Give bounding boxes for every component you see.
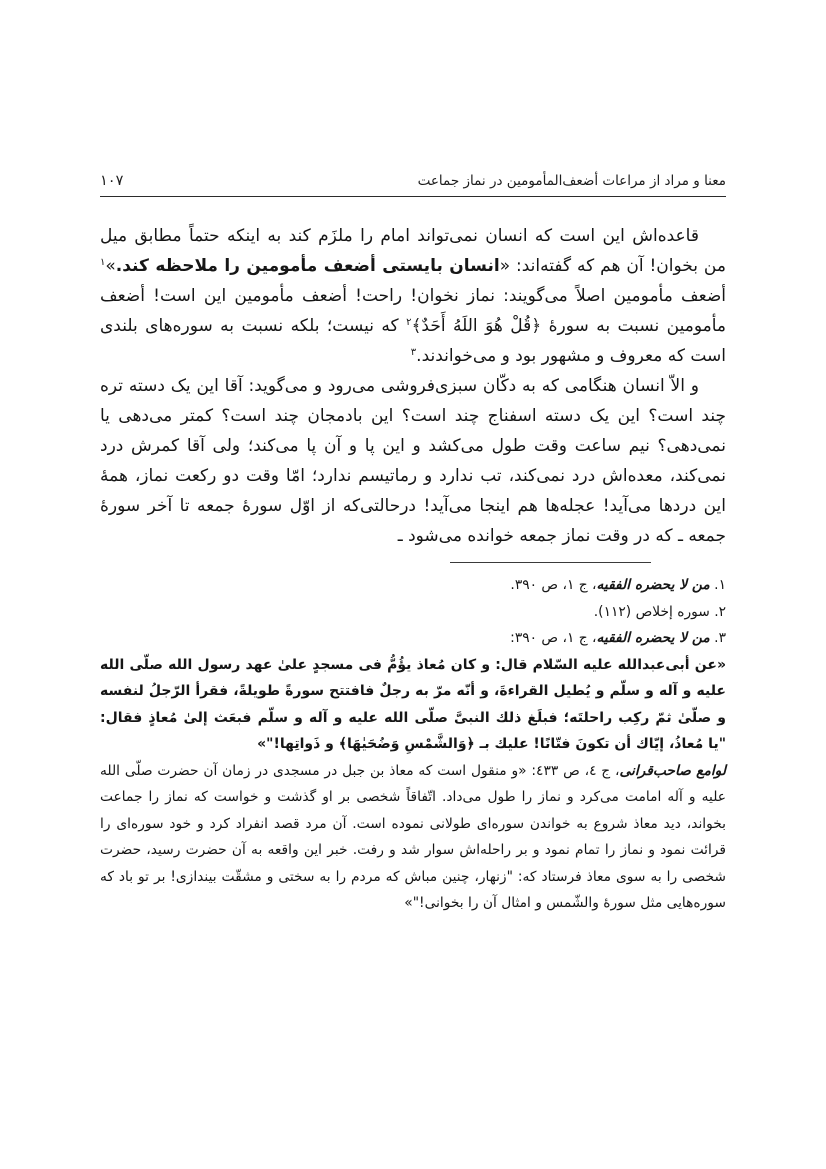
text-segment: و الاّ انسان هنگامی که به دکّان سبزی‌فروشی می‌رود و می‌گوید: آقا این یک دسته تره چند است؟ این یک دسته اسفناج چند است؟ این بادمجان چند است؟ کمتر می‌دهی یا نمی‌دهی؟ نیم ساعت وقت طول می‌کشد و این پا و آن پا می‌کند؛ ولی آقا کمرش درد نمی‌کند، معده‌اش درد نمی‌کند، تب ندارد و رماتیسم ندارد؛ امّا وقت دو رکعت نماز، همهٔ این دردها می‌آید! عجله‌ها هم اینجا می‌آید! درحالتی‌که از اوّل سورهٔ جمعه تا آخر سورهٔ جمعه ـ که در وقت نماز جمعه خوانده می‌شود ـ — [100, 376, 726, 546]
footnote-3 — [100, 625, 726, 652]
running-title: معنا و مراد از مراعات أضعف‌المأمومین در نماز جماعت — [417, 173, 726, 189]
footnote-ref: ۳ — [410, 347, 417, 358]
body-text — [100, 221, 726, 551]
footnote-3-hadith — [100, 652, 726, 758]
footnote-1 — [100, 572, 726, 599]
paragraph-1 — [100, 221, 726, 371]
text-segment: ، ج ۱، ص ۳۹۰: — [510, 630, 597, 646]
text-segment: ۲. سوره إخلاص (۱۱۲). — [593, 603, 726, 620]
page-header — [100, 173, 726, 189]
text-segment: من لا یحضره الفقیه — [596, 630, 710, 646]
text-segment: من لا یحضره الفقیه — [596, 577, 710, 593]
footnote-separator — [450, 562, 651, 563]
paragraph-2 — [100, 371, 726, 551]
text-segment: لوامع صاحب‌قرانی — [619, 762, 727, 779]
text-segment: ، ج ٤، ص ٤٣٣: «و منقول است که معاذ بن جبل در مسجدی در زمان آن حضرت صلّی الله علیه و آله امامت می‌کرد و نماز را طول می‌داد. اتّفاقاً شخصی بر او گذشت و خواست که نماز را جماعت بخواند، دید معاذ شروع به خواندن سوره‌ای طولانی نموده است. آن مرد قصد انفراد کرد و خود سوره‌ای را قرائت نمود و نماز را تمام نمود و بر راحله‌اش سوار شد و رفت. خبر این واقعه به آن حضرت رسید، حضرت شخصی را به سوی معاذ فرستاد که: "زنهار، چنین مباش که مردم را به سختی و مشقّت بیندازی! بر تو باد که سوره‌هایی مثل سورهٔ والشّمس و امثال آن را بخوانی!"» — [100, 762, 726, 911]
text-segment: و کان مُعاذ یؤُمُّ فی مسجدٍ علیٰ عهد رسول الله صلّی الله علیه و آله و سلّم و یُطیل القراءةَ، و أنّه مرّ به رجلٌ فافتتح سورةً طویلةً، فقرأ الرّجلُ لنفسه و صلّیٰ ثمّ رکِب راحلتَه؛ فبلَغ ذلك النبیَّ صلّی الله علیه و آله و سلّم فبعَث إلیٰ مُعاذٍ فقال: "یا مُعاذُ، إیّاك أن تکونَ فتّانًا! علیك بـ ﴿وَالشَّمْسِ وَضُحَیٰهَا﴾ و ذَواتِها!"» — [100, 656, 726, 752]
text-segment: «عن أبی‌عبدالله علیه السّلام قال: — [490, 656, 726, 673]
footnote-ref: ۲ — [406, 317, 412, 328]
footnote-3-narration — [100, 758, 726, 917]
page-number: ۱۰۷ — [100, 173, 124, 189]
footnotes — [100, 572, 726, 917]
text-segment: انسان بایستی أضعف مأمومین را ملاحظه کند. — [115, 256, 500, 276]
text-segment: ۳. — [709, 630, 726, 646]
text-segment: قاعده‌اش این است که انسان نمی‌تواند امام را ملزَم کند به اینکه حتماً مطابق میل من بخوان! آن هم که گفته‌اند: « — [100, 226, 726, 276]
text-segment: که نیست؛ بلکه نسبت به سوره‌های بلندی است که معروف و مشهور بود و می‌خواندند. — [100, 316, 726, 366]
footnote-2 — [100, 599, 726, 626]
text-segment: » — [105, 256, 116, 276]
footnote-ref: ۱ — [100, 257, 106, 268]
text-segment: ، ج ۱، ص ۳۹۰. — [510, 577, 597, 593]
text-segment: ﴿قُلْ هُوَ اللَهُ أَحَدٌ﴾ — [411, 316, 542, 336]
text-segment: أضعف مأمومین اصلاً می‌گویند: نماز نخوان! راحت! أضعف مأمومین این است! أضعف مأمومین نسبت به سورهٔ — [100, 286, 726, 336]
text-segment: ۱. — [709, 577, 726, 593]
header-rule — [100, 196, 726, 197]
